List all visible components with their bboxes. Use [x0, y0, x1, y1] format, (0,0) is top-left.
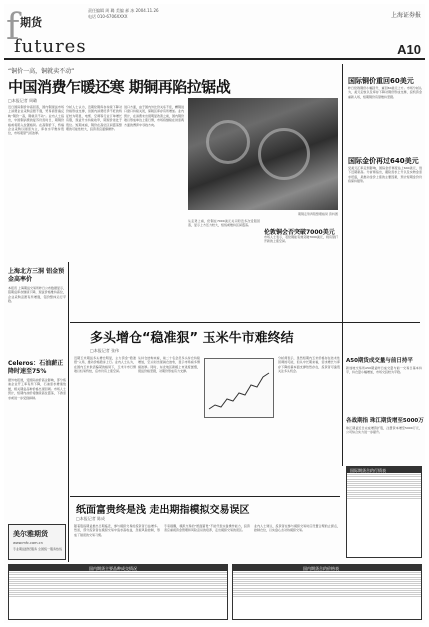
- right-headline-3: A50期货成交量与前日持平: [346, 358, 413, 364]
- lower-body-col-3: 业内人士建议，投资者在参与模拟交易时应设置合理的止损点，控制仓位，以实盘心态对待模拟交易。: [254, 524, 340, 533]
- lower-body-col-2: 专家提醒，模拟交易的“纸面富贵”不能代表实盘操作能力，投资者应重视资金管理和风险意识的培养，走出模拟交易的误区。: [164, 524, 250, 533]
- lead-body-col-1: 近日国际铜价冲高回落，国内铜现货市场上消费企业采购意愿不强，贸易商普遍反映“铜价一高，铜就卖不动”。业内人士指出，中国铜消费的复苏仍需时日，期铜价格或将陷入拉锯格局。在高铜价下，终端企业采购以刚需为主，库存水平维持低位，市场观望气氛浓厚。: [8, 105, 64, 136]
- lead-byline: □本报记者 周璐: [8, 98, 38, 103]
- ad-text: 专业期货经纪服务 全国统一服务热线: [13, 547, 62, 551]
- column-divider: [342, 326, 343, 466]
- photo-detail: [206, 120, 250, 164]
- right-body-3: 新加坡交易所A50期货昨日成交量与前一交易日基本持平，持仓量小幅增加，市场交投较为平稳。: [346, 366, 422, 375]
- futures-table-domestic: [232, 564, 422, 620]
- table-title: 国内期货主要品种成交情况: [89, 566, 137, 571]
- right-body-4: 珠江期货近日完成增资扩股，注册资本增至5000万元，公司综合实力进一步提升。: [346, 426, 422, 435]
- column-divider: [68, 262, 69, 562]
- lead-body-col-3: 进口方面，由于国内外比价关系不佳，精铜进口窗口持续关闭，保税区库存有所增加。业内预计，在消费未出现明显改善之前，国内铜价难以形成单边上涨行情，市场将继续在供需两方面的博弈中寻找方向。: [124, 105, 185, 127]
- feature-chart: [204, 358, 274, 418]
- right-body-1: 昨日伦敦铜价小幅回升，重回60美元上方。市场分析认为，美元走软以及库存下降对铜价形成支撑，投机资金重新入场，短期铜价有望维持坚挺。: [348, 86, 422, 99]
- section-logo: [6, 7, 87, 57]
- column-divider: [342, 64, 343, 326]
- feature-headline: 多头增仓“稳准狠” 玉米牛市难终结: [90, 331, 294, 346]
- lower-body-col-1: 随着股指期货推出日期临近，参与模拟交易的投资者日益增多。然而，部分投资者在模拟交易中追求高收益，忽视风险控制，形成了错误的交易习惯。: [74, 524, 160, 537]
- right-headline-2: 国际金价再过640美元: [348, 157, 419, 165]
- lead-headline: 中国消费乍暖还寒 期铜再陷拉锯战: [8, 78, 231, 96]
- feature-byline: □本报记者 张伟: [90, 348, 120, 353]
- feature-body-col-1: 近期玉米期货多头增仓明显，主力资金“稳准狠”入场，推动价格稳步上行。业内人士认为，在国内玉米供需偏紧的格局下，玉米牛市行情难以轻易终结，后市仍有上涨空间。: [74, 356, 136, 374]
- right-headline-4: 各战期指 珠江期货增至5000万: [346, 418, 424, 424]
- newspaper-page: [4, 4, 425, 623]
- futures-table-international: [346, 466, 422, 558]
- lead-kicker: “铜价一高，铜就卖不动”: [8, 68, 75, 75]
- logo-letter: f: [6, 7, 20, 48]
- newspaper-name: 上海证券报: [390, 12, 421, 19]
- right-body-2: 受美元汇率走弱影响，国际金价再度站上640美元，创下近期新高。分析师指出，避险需求上升以及实物金需求旺盛，是推动金价上涨的主要因素，预计短期金价仍将保持强势。: [348, 166, 422, 184]
- feature-body-col-2: 从持仓结构来看，前二十名会员多头持仓持续增加，空头则出现减仓迹象，显示市场看多情绪浓厚。同时，东北地区新粮上市进度缓慢，现货价格坚挺，对期价形成有力支撑。: [138, 356, 200, 374]
- ad-title: 美尔雅期货: [13, 531, 48, 538]
- section-name-cn: 期货: [20, 16, 42, 29]
- lead-body-col-4: 从走势上看，伦铜在7000美元关口附近多次受阻回落，显示上方压力较大，短线或维持区间震荡。: [188, 219, 260, 228]
- lead-body-col-2: 分析人士认为，近期伦铜库存持续下降对价格形成支撑，但国内消费旺季不旺的特征较为明显，电缆、空调等行业订单增长有限，现货升水持续收窄，期现价差处于低位。短期来看，铜价在高位区间震荡整理的可能性较大，投资者宜谨慎操作。: [66, 105, 122, 132]
- section-divider: [70, 496, 340, 497]
- page-number: A10: [397, 42, 421, 57]
- section-name-en: futures: [14, 36, 87, 57]
- section-divider: [70, 322, 420, 323]
- price-line: [209, 373, 269, 409]
- lower-byline: □本报记者 陈成: [76, 516, 106, 521]
- table-title: 国际期货合约行情表: [350, 468, 386, 473]
- lead-box-title: 伦敦铜会否突破7000美元: [264, 229, 335, 236]
- info-line: 责任编辑 周 璐 美编 郝 冰 2004.11.26: [88, 8, 159, 13]
- photo-detail: [258, 128, 310, 180]
- info-line: 电话 010-6706XXXX: [88, 14, 128, 19]
- lower-headline: 纸面富贵终是浅 走出期指模拟交易误区: [76, 505, 250, 516]
- masthead: [4, 4, 425, 60]
- lead-photo: [188, 98, 338, 210]
- table-title: 国内期货合约价格表: [303, 566, 339, 571]
- left-body-1: 本报讯 上海期货交易所昨日公布数据显示，铝期货库存继续下降，现货价格维持高位，企业采购意愿有所增强，铝价整体运行平稳。: [8, 286, 66, 304]
- left-body-2: 据外电报道，受国际油价高企影响，部分炼油企业开工率有所下降，石油需求增速放缓，相关期货品种价格出现回调。市场人士预计，短期内油价将继续高位震荡，下游需求或进一步受到抑制。: [8, 378, 66, 400]
- masthead-info: [88, 8, 159, 20]
- feature-body-col-3: 分析师表示，虽然短期内玉米价格存在技术性回调的可能，但从中长期来看，需求增长与库存下降的基本面支撑依然存在，投资者可逢低关注多头机会。: [278, 356, 340, 374]
- ad-box: [8, 524, 66, 560]
- right-headline-1: 国际铜价重回60美元: [348, 77, 414, 85]
- left-headline-1: 上海北方三洞 铝金预金高率价: [8, 268, 65, 283]
- left-headline-2: Celeros：石油薪正降时速至75%: [8, 360, 64, 375]
- price-chart-svg: [205, 359, 273, 417]
- ad-url: www.mfc.com.cn: [13, 541, 43, 545]
- futures-table-volume: [8, 564, 228, 620]
- photo-caption: 期铜走势再陷整理格局 资料图: [298, 212, 338, 216]
- lead-box-body: 市场人士表示，若伦铜能有效突破7000美元，则有望打开新的上涨空间。: [264, 235, 338, 244]
